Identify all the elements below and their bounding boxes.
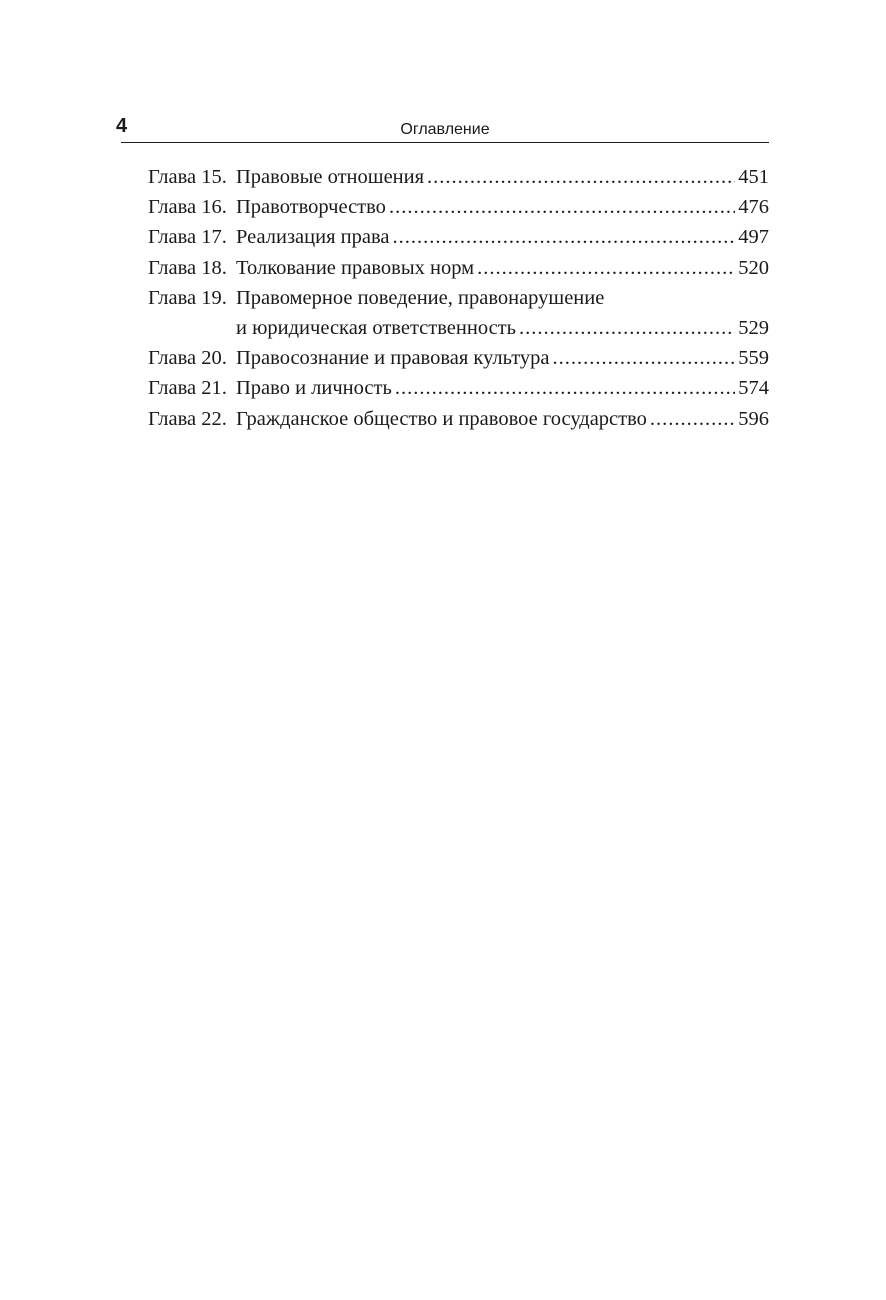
toc-entry-22[interactable] [148,404,769,434]
chapter-title: Реализация права [236,226,390,249]
page-reference: 497 [738,226,769,249]
toc-entry-15[interactable] [148,162,769,192]
dot-leader [395,373,735,403]
dot-leader [427,162,735,192]
chapter-title: Правовые отношения [236,166,425,188]
chapter-title: Правотворчество [236,196,386,219]
toc-entry-body [236,404,769,434]
dot-leader [519,313,735,343]
toc-entry-body [236,162,769,192]
chapter-label: Глава 17. [148,226,227,249]
chapter-label: Глава 15. [148,166,227,188]
page-reference: 451 [738,166,769,188]
toc-entry-body [236,192,769,222]
toc-entry-18[interactable] [148,253,769,283]
toc-entry-16[interactable] [148,192,769,222]
page-reference: 476 [738,196,769,219]
chapter-title-line-1: Правомерное поведение, правонарушение [236,286,605,309]
toc-entry-body [236,253,769,283]
toc-line [236,253,769,283]
running-header [116,112,769,143]
toc-line [236,313,769,343]
page-reference: 574 [738,377,769,400]
toc-line [236,373,769,403]
chapter-label: Глава 20. [148,347,227,370]
page-reference: 529 [738,317,769,340]
page-reference: 559 [738,347,769,370]
toc-entry-body [236,222,769,252]
page-reference: 596 [738,407,769,430]
dot-leader [389,192,735,222]
chapter-title: Правосознание и правовая культура [236,347,550,370]
toc-entry-body [236,283,769,343]
toc-line [236,162,769,192]
dot-leader [477,253,735,283]
dot-leader [650,404,735,434]
toc-line [236,192,769,222]
chapter-title-line-2: и юридическая ответственность [236,317,516,340]
page-number: 4 [116,115,128,137]
table-of-contents [148,162,769,434]
toc-line [236,404,769,434]
toc-entry-20[interactable] [148,343,769,373]
dot-leader [392,222,735,252]
toc-line [236,283,769,313]
chapter-label: Глава 22. [148,407,227,430]
toc-line [236,343,769,373]
toc-entry-body [236,343,769,373]
chapter-title: Толкование правовых норм [236,256,475,279]
chapter-label: Глава 19. [148,286,227,309]
chapter-label: Глава 21. [148,377,227,400]
chapter-label: Глава 16. [148,196,227,219]
chapter-title: Право и личность [236,377,392,400]
toc-entry-19[interactable] [148,283,769,343]
chapter-label: Глава 18. [148,256,227,279]
toc-entry-body [236,373,769,403]
toc-entry-17[interactable] [148,222,769,252]
chapter-title: Гражданское общество и правовое государство [236,407,647,430]
toc-line [236,222,769,252]
toc-entry-21[interactable] [148,373,769,403]
running-title: Оглавление [400,121,490,138]
dot-leader [553,343,736,373]
page-reference: 520 [738,256,769,279]
